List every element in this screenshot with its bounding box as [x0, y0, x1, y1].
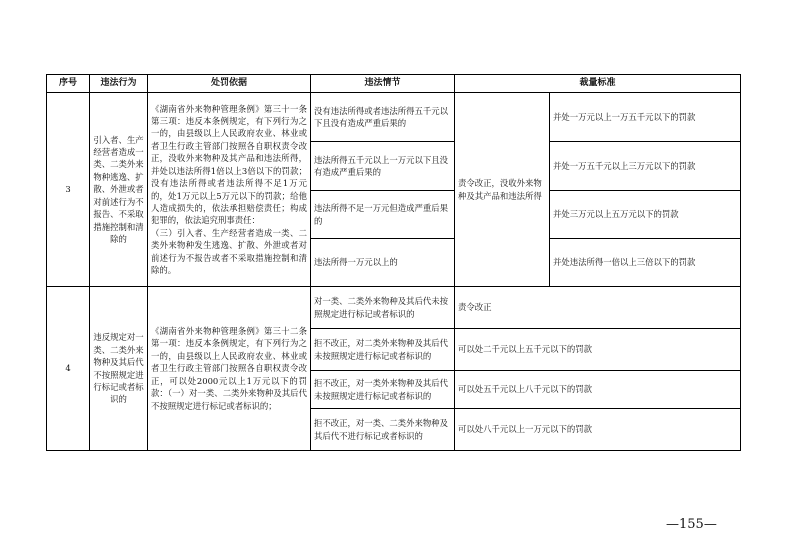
penalty-basis-main: 《湖南省外来物种管理条例》第三十一条第三项：违反本条例规定，有下列行为之一的，由县级以上人民政府农业、林业或者卫生行政主管部门按照各自职权责令改正，没收外来物种及其产品和违法所得，并处以违法所得1倍以上3倍以下的罚款；没有违法所得或者违法所得不足1万元的，处1万元以上5万元以下的罚款；给他人造成损失的，依法承担赔偿责任；构成犯罪的，依法追究刑事责任：	[151, 103, 307, 226]
penalty-basis	[148, 93, 311, 287]
circumstance: 拒不改正，对二类外来物种及其后代未按照规定进行标记或者标识的	[311, 329, 455, 371]
row-number: 4	[47, 287, 90, 451]
penalty-standard: 责令改正	[455, 287, 741, 329]
violation-act: 引入者、生产经营者造成一类、二类外来物种逃逸、扩散、外泄或者对前述行为不报告、不采取措施控制和清除的	[90, 93, 148, 287]
penalty-standard: 并处一万五千元以上三万元以下的罚款	[550, 142, 741, 191]
circumstance: 对一类、二类外来物种及其后代未按照规定进行标记或者标识的	[311, 287, 455, 329]
circumstance: 违法所得五千元以上一万元以下且没有造成严重后果的	[311, 142, 455, 191]
penalty-standard: 并处一万元以上一万五千元以下的罚款	[550, 93, 741, 142]
violation-act: 违反规定对一类、二类外来物种及其后代不按照规定进行标记或者标识的	[90, 287, 148, 451]
header-standard: 裁量标准	[455, 75, 741, 93]
header-no: 序号	[47, 75, 90, 93]
header-basis: 处罚依据	[148, 75, 311, 93]
penalty-basis: 《湖南省外来物种管理条例》第三十二条第一项：违反本条例规定，有下列行为之一的，由县级以上人民政府农业、林业或者卫生行政主管部门按照各自职权责令改正，可以处2000元以上1万元以下的罚款：（一）对一类、二类外来物种及其后代不按照规定进行标记或者标识的；	[148, 287, 311, 451]
table-row	[47, 287, 741, 329]
circumstance: 没有违法所得或者违法所得五千元以下且没有造成严重后果的	[311, 93, 455, 142]
circumstance: 违法所得一万元以上的	[311, 239, 455, 287]
header-row	[47, 75, 741, 93]
common-measure: 责令改正，没收外来物种及其产品和违法所得	[455, 93, 550, 287]
circumstance: 拒不改正，对一类、二类外来物种及其后代不进行标记或者标识的	[311, 409, 455, 451]
row-number: 3	[47, 93, 90, 287]
circumstance: 拒不改正，对一类外来物种及其后代未按照规定进行标记或者标识的	[311, 371, 455, 409]
header-act: 违法行为	[90, 75, 148, 93]
penalty-standard: 可以处八千元以上一万元以下的罚款	[455, 409, 741, 451]
penalty-standard: 并处违法所得一倍以上三倍以下的罚款	[550, 239, 741, 287]
penalty-standard: 可以处五千元以上八千元以下的罚款	[455, 371, 741, 409]
penalty-basis-item: （三）引入者、生产经营者造成一类、二类外来物种发生逃逸、扩散、外泄或者对前述行为不报告或者不采取措施控制和清除的。	[151, 227, 307, 275]
penalty-standard: 可以处二千元以上五千元以下的罚款	[455, 329, 741, 371]
table-row	[47, 93, 741, 142]
circumstance: 违法所得不足一万元但造成严重后果的	[311, 191, 455, 239]
penalty-table	[46, 74, 741, 451]
penalty-standard: 并处三万元以上五万元以下的罚款	[550, 191, 741, 239]
page-number: —155—	[666, 517, 717, 532]
header-circumstance: 违法情节	[311, 75, 455, 93]
